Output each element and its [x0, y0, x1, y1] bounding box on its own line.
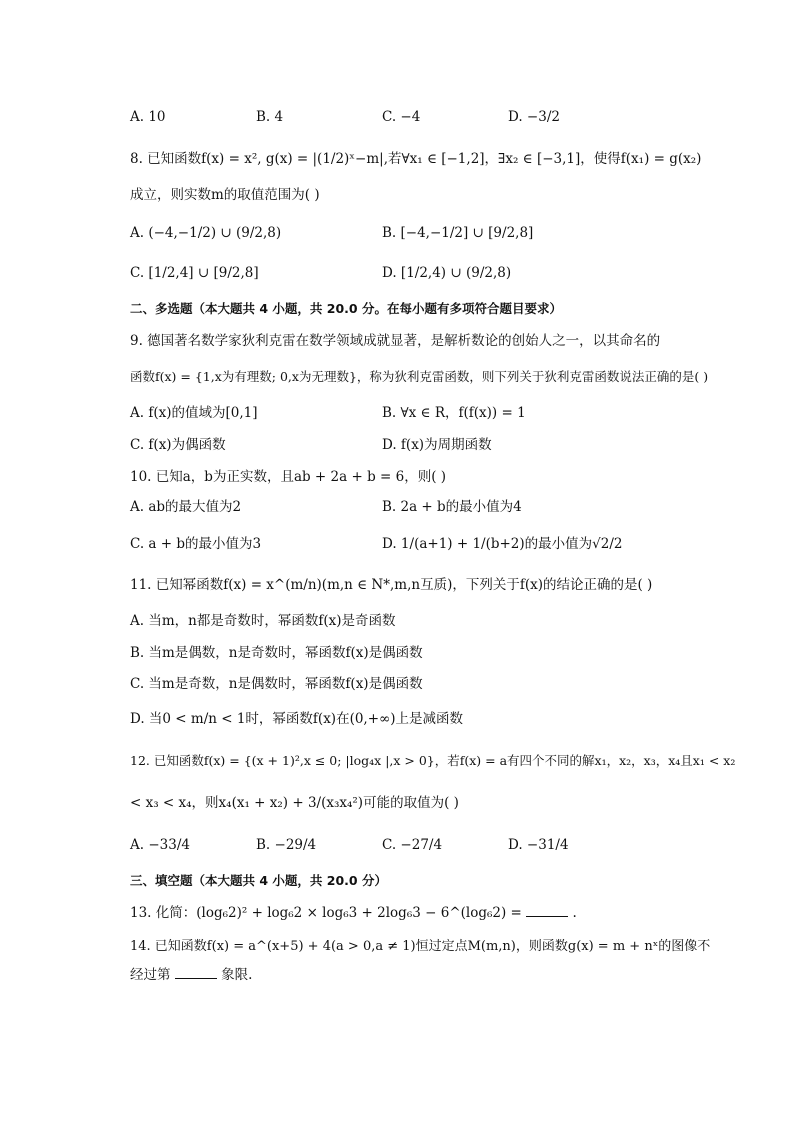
q9-option-c: C. f(x)为偶函数	[130, 437, 226, 453]
q12-option-c: C. −27/4	[382, 837, 443, 853]
q11-option-c: C. 当m是奇数，n是偶数时，幂函数f(x)是偶函数	[130, 676, 423, 692]
q12-stem-line1: 12. 已知函数f(x) = {(x + 1)²,x ≤ 0; |log₄x |,x > 0}，若f(x) = a有四个不同的解x₁，x₂，x₃，x₄且x₁ < x₂	[130, 753, 736, 768]
q9-option-a: A. f(x)的值域为[0,1]	[130, 405, 258, 421]
q14-text-a: 经过第	[130, 967, 171, 983]
q11-option-a: A. 当m，n都是奇数时，幂函数f(x)是奇函数	[130, 613, 396, 629]
q7-option-b: B. 4	[256, 109, 284, 125]
q13-text: 13. 化简：(log₆2)² + log₆2 × log₆3 + 2log₆3 − 6^(log₆2) =	[130, 905, 522, 921]
q10-stem: 10. 已知a，b为正实数，且ab + 2a + b = 6，则( )	[130, 469, 447, 485]
q14-text-b: 象限.	[221, 967, 253, 983]
q8-option-c: C. [1/2,4] ∪ [9/2,8]	[130, 265, 259, 281]
section-heading-fill-in: 三、填空题（本大题共 4 小题，共 20.0 分）	[130, 873, 387, 888]
q8-option-a: A. (−4,−1/2) ∪ (9/2,8)	[130, 225, 282, 241]
q12-option-b: B. −29/4	[256, 837, 317, 853]
q13-answer-blank[interactable]	[526, 904, 568, 917]
q10-option-d: D. 1/(a+1) + 1/(b+2)的最小值为√2/2	[382, 536, 623, 552]
q13-period: .	[572, 905, 577, 921]
q9-option-d: D. f(x)为周期函数	[382, 437, 492, 453]
q8-stem-line1: 8. 已知函数f(x) = x², g(x) = |(1/2)ˣ−m|,若∀x₁ ∈ [−1,2]，∃x₂ ∈ [−3,1]，使得f(x₁) = g(x₂)	[130, 151, 702, 167]
q9-option-b: B. ∀x ∈ R，f(f(x)) = 1	[382, 405, 526, 421]
q10-option-a: A. ab的最大值为2	[130, 499, 242, 515]
q7-option-c: C. −4	[382, 109, 421, 125]
q11-option-d: D. 当0 < m/n < 1时，幂函数f(x)在(0,+∞)上是减函数	[130, 711, 464, 727]
q7-option-a: A. 10	[130, 109, 166, 125]
q10-option-b: B. 2a + b的最小值为4	[382, 499, 522, 515]
q9-stem-line1: 9. 德国著名数学家狄利克雷在数学领域成就显著，是解析数论的创始人之一，以其命名的	[130, 333, 661, 349]
q12-option-d: D. −31/4	[508, 837, 569, 853]
q8-stem-line2: 成立，则实数m的取值范围为( )	[130, 187, 320, 203]
q14-stem-line2	[130, 966, 252, 984]
q11-stem: 11. 已知幂函数f(x) = x^(m/n)(m,n ∈ N*,m,n互质)，下列关于f(x)的结论正确的是( )	[130, 577, 653, 593]
q12-option-a: A. −33/4	[130, 837, 190, 853]
q11-option-b: B. 当m是偶数，n是奇数时，幂函数f(x)是偶函数	[130, 645, 423, 661]
q7-option-d: D. −3/2	[508, 109, 560, 125]
section-heading-multiple-choice: 二、多选题（本大题共 4 小题，共 20.0 分。在每小题有多项符合题目要求）	[130, 301, 562, 316]
q8-option-d: D. [1/2,4) ∪ (9/2,8)	[382, 265, 512, 281]
q10-option-c: C. a + b的最小值为3	[130, 536, 262, 552]
q9-stem-line2: 函数f(x) = {1,x为有理数; 0,x为无理数}，称为狄利克雷函数，则下列关于狄利克雷函数说法正确的是( )	[130, 369, 709, 384]
q12-stem-line2: < x₃ < x₄，则x₄(x₁ + x₂) + 3/(x₃x₄²)可能的取值为( )	[130, 795, 459, 811]
q14-stem-line1: 14. 已知函数f(x) = a^(x+5) + 4(a > 0,a ≠ 1)恒过定点M(m,n)，则函数g(x) = m + nˣ的图像不	[130, 939, 711, 954]
q8-option-b: B. [−4,−1/2] ∪ [9/2,8]	[382, 225, 534, 241]
q13-stem	[130, 904, 577, 922]
q14-answer-blank[interactable]	[175, 966, 217, 979]
